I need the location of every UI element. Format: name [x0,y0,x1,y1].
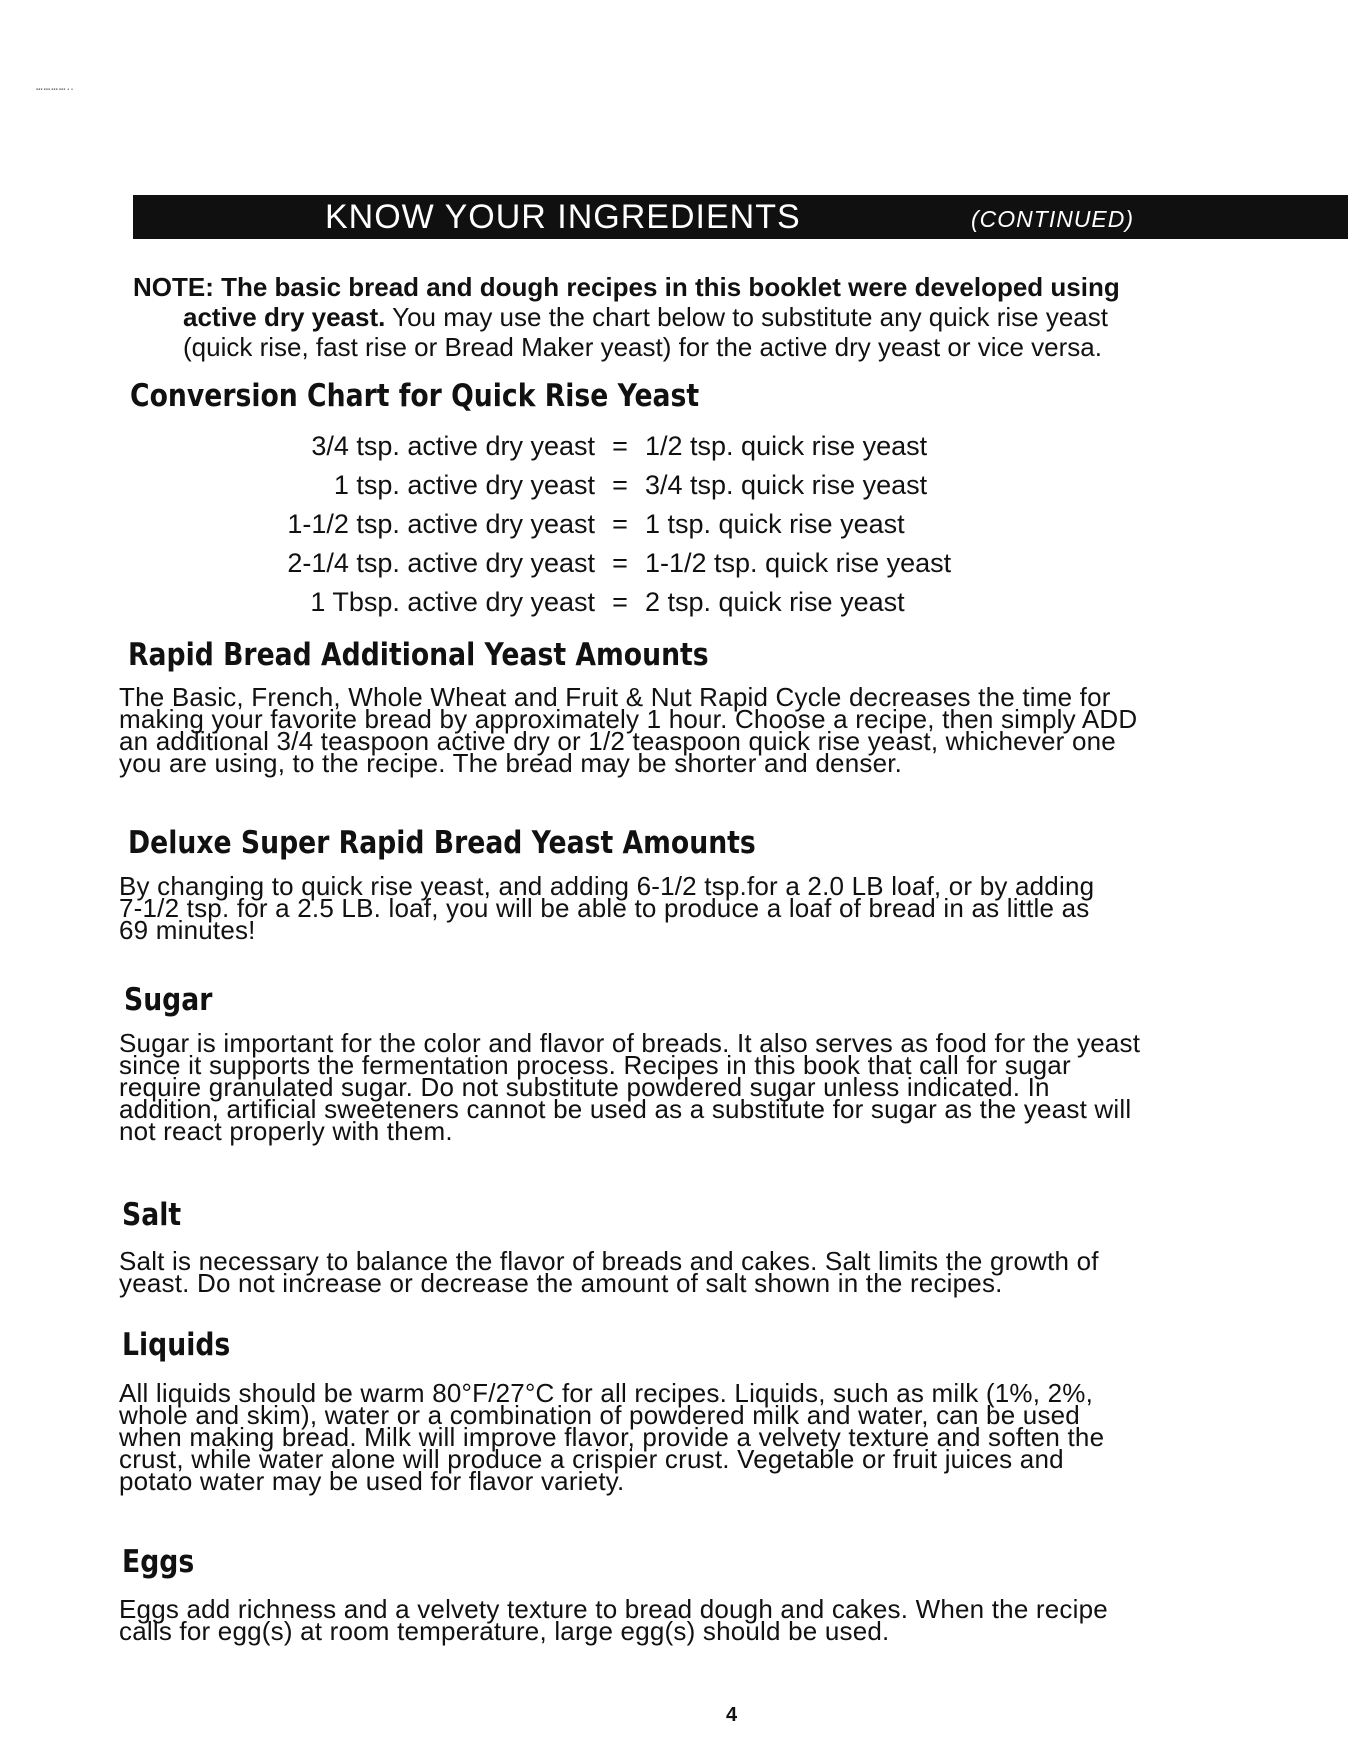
paragraph-line: By changing to quick rise yeast, and adding 6-1/2 tsp.for a 2.0 LB loaf, or by adding [119,871,1095,901]
conversion-right: 1 tsp. quick rise yeast [645,509,905,539]
conversion-right: 3/4 tsp. quick rise yeast [645,470,928,500]
liquids-paragraph [119,1378,1359,1496]
sugar-paragraph [119,1028,1359,1146]
conversion-chart [200,427,951,622]
paragraph-line: The Basic, French, Whole Wheat and Fruit & Nut Rapid Cycle decreases the time for [119,682,1111,712]
paragraph-line: not react properly with them. [119,1116,453,1146]
eggs-paragraph [119,1594,1359,1646]
page-number: 4 [726,1704,738,1726]
conversion-equals: = [612,431,628,461]
conversion-right: 1/2 tsp. quick rise yeast [645,431,928,461]
note-bold-1: NOTE: The basic bread and dough recipes in this booklet were developed using [133,272,1120,302]
paragraph-line: require granulated sugar. Do not substitute powdered sugar unless indicated. In [119,1072,1050,1102]
paragraph-line: Sugar is important for the color and flavor of breads. It also serves as food for the yeast [119,1028,1141,1058]
paragraph-line: calls for egg(s) at room temperature, large egg(s) should be used. [119,1616,890,1646]
eggs-heading: Eggs [122,1544,195,1580]
conversion-right: 1-1/2 tsp. quick rise yeast [645,548,952,578]
paragraph-line: Eggs add richness and a velvety texture to bread dough and cakes. When the recipe [119,1594,1108,1624]
conversion-equals: = [612,509,628,539]
conversion-left: 1 Tbsp. active dry yeast [310,587,595,617]
scan-artifact: …………‥ [36,80,75,93]
paragraph-line: yeast. Do not increase or decrease the amount of salt shown in the recipes. [119,1268,1003,1298]
note-line-3: (quick rise, fast rise or Bread Maker yeast) for the active dry yeast or vice versa. [183,332,1102,362]
conversion-equals: = [612,470,628,500]
liquids-heading: Liquids [122,1327,231,1363]
paragraph-line: making your favorite bread by approximately 1 hour. Choose a recipe, then simply ADD [119,704,1138,734]
conversion-left: 1 tsp. active dry yeast [333,470,595,500]
banner-title: KNOW YOUR INGREDIENTS [325,198,801,236]
banner-subtitle: (CONTINUED) [971,206,1135,232]
conversion-row [200,427,951,466]
rapid-heading: Rapid Bread Additional Yeast Amounts [128,637,709,673]
note-block [133,272,1348,362]
paragraph-line: Salt is necessary to balance the flavor of breads and cakes. Salt limits the growth of [119,1246,1099,1276]
salt-heading: Salt [122,1197,182,1233]
note-line-2 [133,302,1348,332]
paragraph-line: crust, while water alone will produce a crispier crust. Vegetable or fruit juices and [119,1444,1064,1474]
note-text-2: You may use the chart below to substitute any quick rise yeast [385,302,1108,332]
conversion-equals: = [612,548,628,578]
note-line-1 [133,272,1348,302]
conversion-equals: = [612,587,628,617]
paragraph-line: All liquids should be warm 80°F/27°C for all recipes. Liquids, such as milk (1%, 2%, [119,1378,1094,1408]
paragraph-line: whole and skim), water or a combination of powdered milk and water, can be used [119,1400,1080,1430]
conversion-right: 2 tsp. quick rise yeast [645,587,905,617]
conversion-left: 2-1/4 tsp. active dry yeast [287,548,595,578]
paragraph-line: 69 minutes! [119,915,256,945]
deluxe-heading: Deluxe Super Rapid Bread Yeast Amounts [128,825,756,861]
paragraph-line: since it supports the fermentation process. Recipes in this book that call for sugar [119,1050,1071,1080]
paragraph-line: you are using, to the recipe. The bread may be shorter and denser. [119,748,903,778]
section-banner [133,195,1348,239]
salt-paragraph [119,1246,1359,1298]
paragraph-line: addition, artificial sweeteners cannot be used as a substitute for sugar as the yeast will [119,1094,1132,1124]
conversion-left: 1-1/2 tsp. active dry yeast [287,509,595,539]
paragraph-line: when making bread. Milk will improve flavor, provide a velvety texture and soften the [119,1422,1105,1452]
deluxe-paragraph [119,871,1359,945]
conversion-row [200,505,951,544]
paragraph-line: an additional 3/4 teaspoon active dry or 1/2 teaspoon quick rise yeast, whichever one [119,726,1116,756]
conversion-heading: Conversion Chart for Quick Rise Yeast [130,378,700,414]
note-bold-2: active dry yeast. [183,302,386,332]
conversion-row [200,583,951,622]
conversion-row [200,466,951,505]
sugar-heading: Sugar [124,982,213,1018]
paragraph-line: potato water may be used for flavor variety. [119,1466,625,1496]
conversion-left: 3/4 tsp. active dry yeast [311,431,595,461]
conversion-row [200,544,951,583]
rapid-paragraph [119,682,1359,778]
paragraph-line: 7-1/2 tsp. for a 2.5 LB. loaf, you will be able to produce a loaf of bread in as little as [119,893,1090,923]
